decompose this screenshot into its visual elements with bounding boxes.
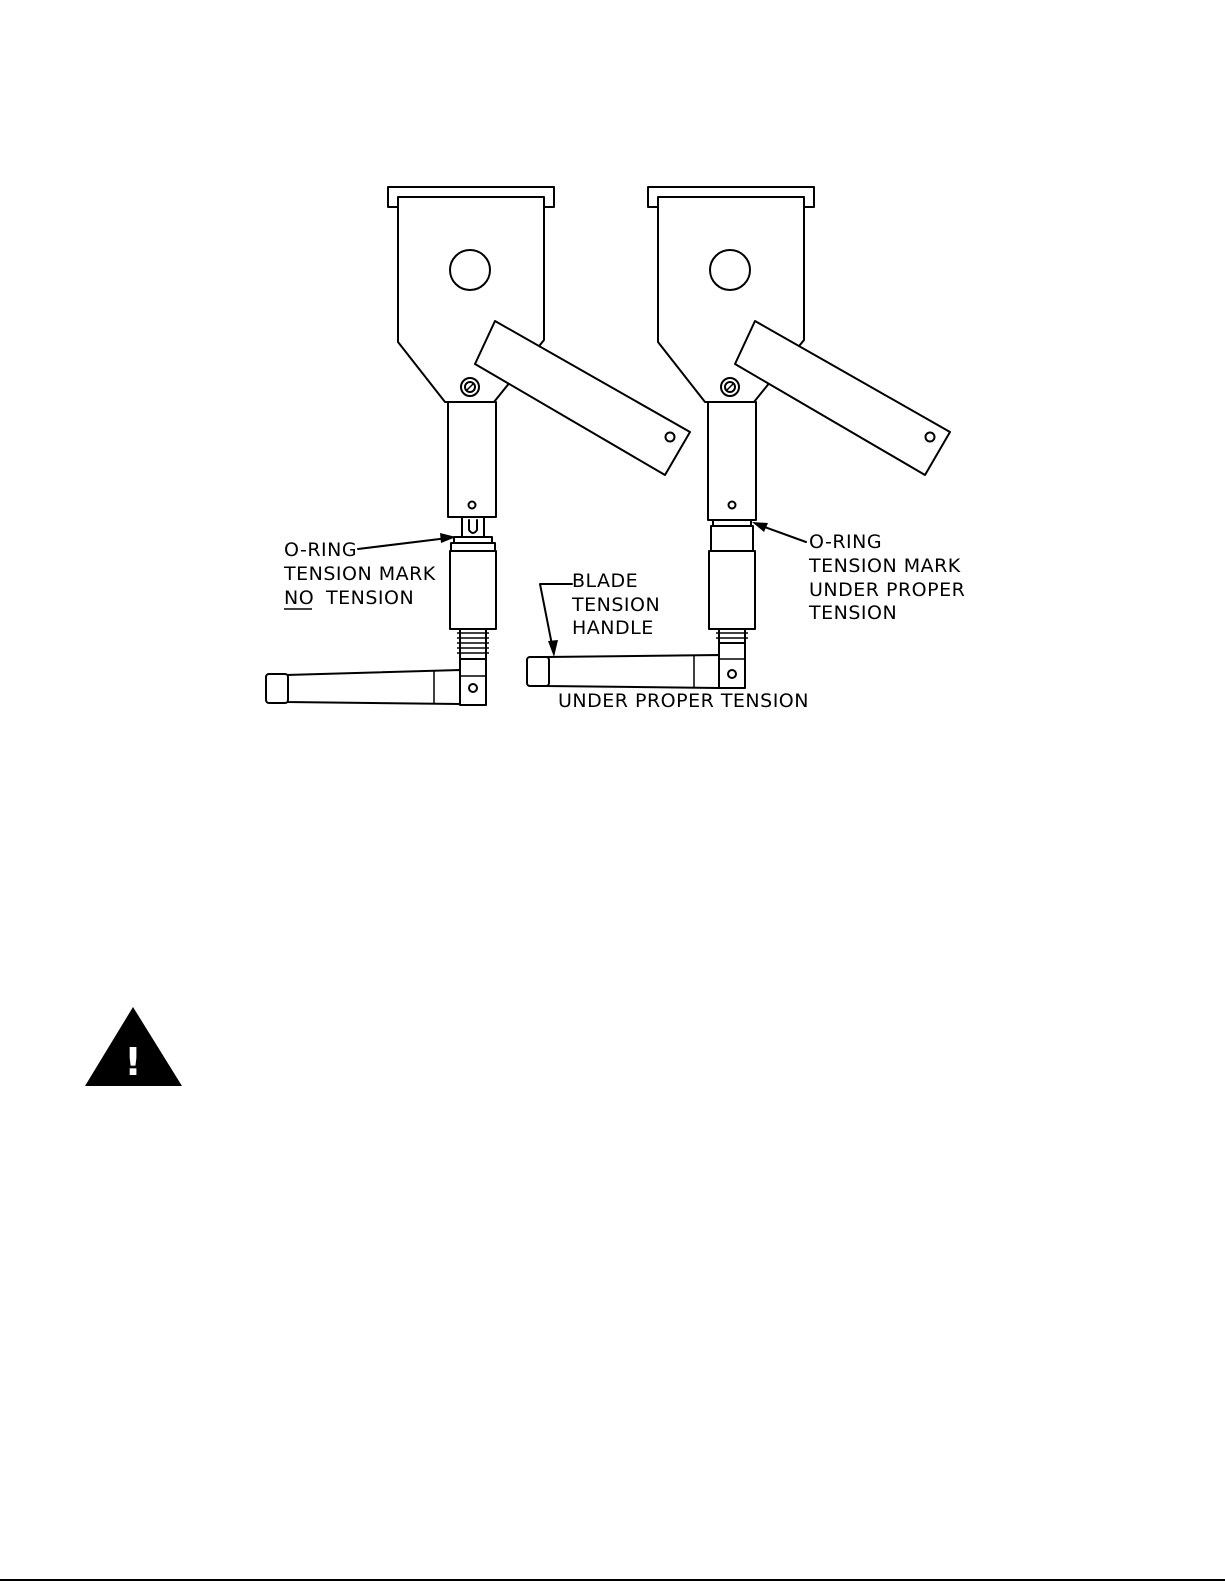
right-tube-pin [729, 502, 736, 509]
left-oring-line2: TENSION MARK [284, 563, 436, 585]
right-blade-hole [926, 433, 935, 442]
right-pivot-hole [710, 250, 750, 290]
label-right-oring [808, 531, 965, 624]
bottom-caption: UNDER PROPER TENSION [558, 690, 809, 712]
warning-triangle-icon [85, 1007, 182, 1086]
right-tension-handle [546, 655, 719, 688]
warning-exclamation: ! [124, 1040, 142, 1084]
left-elbow-pin [469, 684, 477, 692]
left-blade-hole [666, 433, 675, 442]
right-oring-arrow-icon [752, 522, 768, 532]
left-threaded-rod [457, 629, 489, 659]
left-tube-pin [469, 502, 476, 509]
left-pivot-hole [450, 250, 490, 290]
right-elbow-pin [728, 670, 736, 678]
right-screw-icon [721, 378, 739, 396]
right-oring-line3: UNDER PROPER [809, 579, 966, 601]
right-oring-line2: TENSION MARK [809, 555, 961, 577]
blade-line1: BLADE [572, 570, 639, 592]
right-oring-leader [759, 525, 806, 542]
left-upper-tube [448, 402, 496, 517]
right-handle-grip [527, 657, 549, 686]
right-blade-arm [735, 321, 950, 475]
right-elbow-block [719, 643, 745, 688]
right-threaded-rod [716, 629, 748, 643]
left-elbow-block [460, 659, 486, 705]
right-oring-line1: O-RING [809, 531, 883, 553]
left-oring-no: NO [284, 587, 315, 609]
blade-line2: TENSION [572, 594, 661, 616]
blade-handle-arrow-icon [548, 640, 558, 657]
right-oring-collar [711, 526, 753, 551]
left-blade-arm [475, 321, 690, 475]
right-oring-line4: TENSION [809, 602, 898, 624]
right-lower-tube [709, 551, 755, 629]
left-oring-collar [451, 543, 495, 551]
left-oring-tension: TENSION [326, 587, 415, 609]
left-screw-icon [461, 378, 479, 396]
left-lower-tube [450, 551, 496, 629]
left-handle-grip [266, 674, 288, 703]
left-oring-line1: O-RING [284, 539, 358, 561]
blade-handle-leader [540, 584, 572, 650]
left-oring-leader [358, 538, 448, 549]
blade-line3: HANDLE [572, 617, 654, 639]
label-blade-tension-handle [571, 570, 660, 639]
